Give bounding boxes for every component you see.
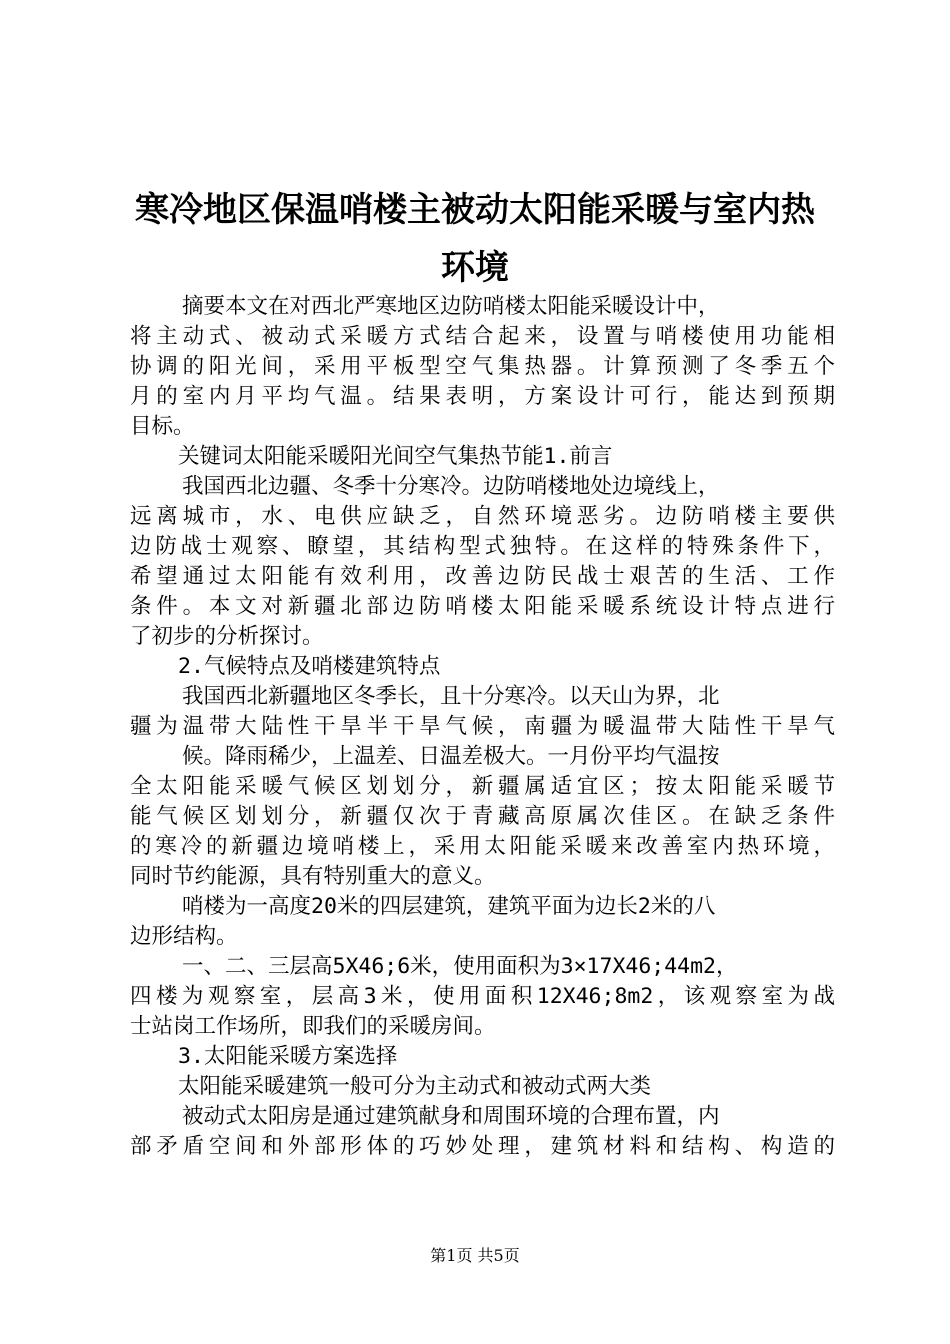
text-line: 将主动式、被动式采暖方式结合起来，设置与哨楼使用功能相 [130, 324, 835, 349]
text-line: 希望通过太阳能有效利用，改善边防民战士艰苦的生活、工作 [130, 564, 835, 589]
text-line: 我国西北新疆地区冬季长，且十分寒冷。以天山为界，北 [182, 684, 720, 709]
text-line: 我国西北边疆、冬季十分寒冷。边防哨楼地处边境线上， [182, 474, 720, 499]
text-line: 关键词太阳能采暖阳光间空气集热节能1.前言 [178, 444, 613, 469]
text-line: 能气候区划划分，新疆仅次于青藏高原属次佳区。在缺乏条件 [130, 804, 835, 829]
text-line: 太阳能采暖建筑一般可分为主动式和被动式两大类 [178, 1074, 652, 1099]
text-line: 士站岗工作场所，即我们的采暖房间。 [130, 1014, 496, 1039]
text-line: 协调的阳光间，采用平板型空气集热器。计算预测了冬季五个 [130, 354, 835, 379]
page-footer: 第1页 共5页 [430, 1246, 520, 1265]
text-line: 四楼为观察室，层高3米，使用面积12X46;8m2，该观察室为战 [130, 984, 835, 1009]
text-line: 边防战士观察、瞭望，其结构型式独特。在这样的特殊条件下， [130, 534, 835, 559]
text-line: 哨楼为一高度20米的四层建筑，建筑平面为边长2米的八 [182, 894, 716, 919]
text-line: 目标。 [130, 414, 195, 439]
section-heading: 2.气候特点及哨楼建筑特点 [178, 654, 441, 679]
text-line: 一、二、三层高5X46;6米，使用面积为3×17X46;44m2， [182, 954, 738, 979]
text-line: 条件。本文对新疆北部边防哨楼太阳能采暖系统设计特点进行 [130, 594, 835, 619]
text-line: 疆为温带大陆性干旱半干旱气候，南疆为暖温带大陆性干旱气 [130, 714, 835, 739]
text-line: 远离城市，水、电供应缺乏，自然环境恶劣。边防哨楼主要供 [130, 504, 835, 529]
text-line: 了初步的分析探讨。 [130, 624, 324, 649]
text-line: 全太阳能采暖气候区划划分，新疆属适宜区；按太阳能采暖节 [130, 774, 835, 799]
section-heading: 3.太阳能采暖方案选择 [178, 1044, 398, 1069]
document-title-line-1: 寒冷地区保温哨楼主被动太阳能采暖与室内热 [135, 190, 815, 230]
text-line: 的寒冷的新疆边境哨楼上，采用太阳能采暖来改善室内热环境， [130, 834, 835, 859]
text-line: 被动式太阳房是通过建筑献身和周围环境的合理布置，内 [182, 1104, 720, 1129]
text-line: 部矛盾空间和外部形体的巧妙处理，建筑材料和结构、构造的 [130, 1134, 835, 1159]
text-line: 月的室内月平均气温。结果表明，方案设计可行，能达到预期 [130, 384, 835, 409]
text-line: 摘要本文在对西北严寒地区边防哨楼太阳能采暖设计中， [182, 294, 720, 319]
document-title-line-2: 环境 [441, 248, 509, 288]
text-line: 同时节约能源，具有特别重大的意义。 [130, 864, 496, 889]
text-line: 候。降雨稀少，上温差、日温差极大。一月份平均气温按 [182, 744, 720, 769]
text-line: 边形结构。 [130, 924, 238, 949]
document-body [130, 292, 835, 1162]
